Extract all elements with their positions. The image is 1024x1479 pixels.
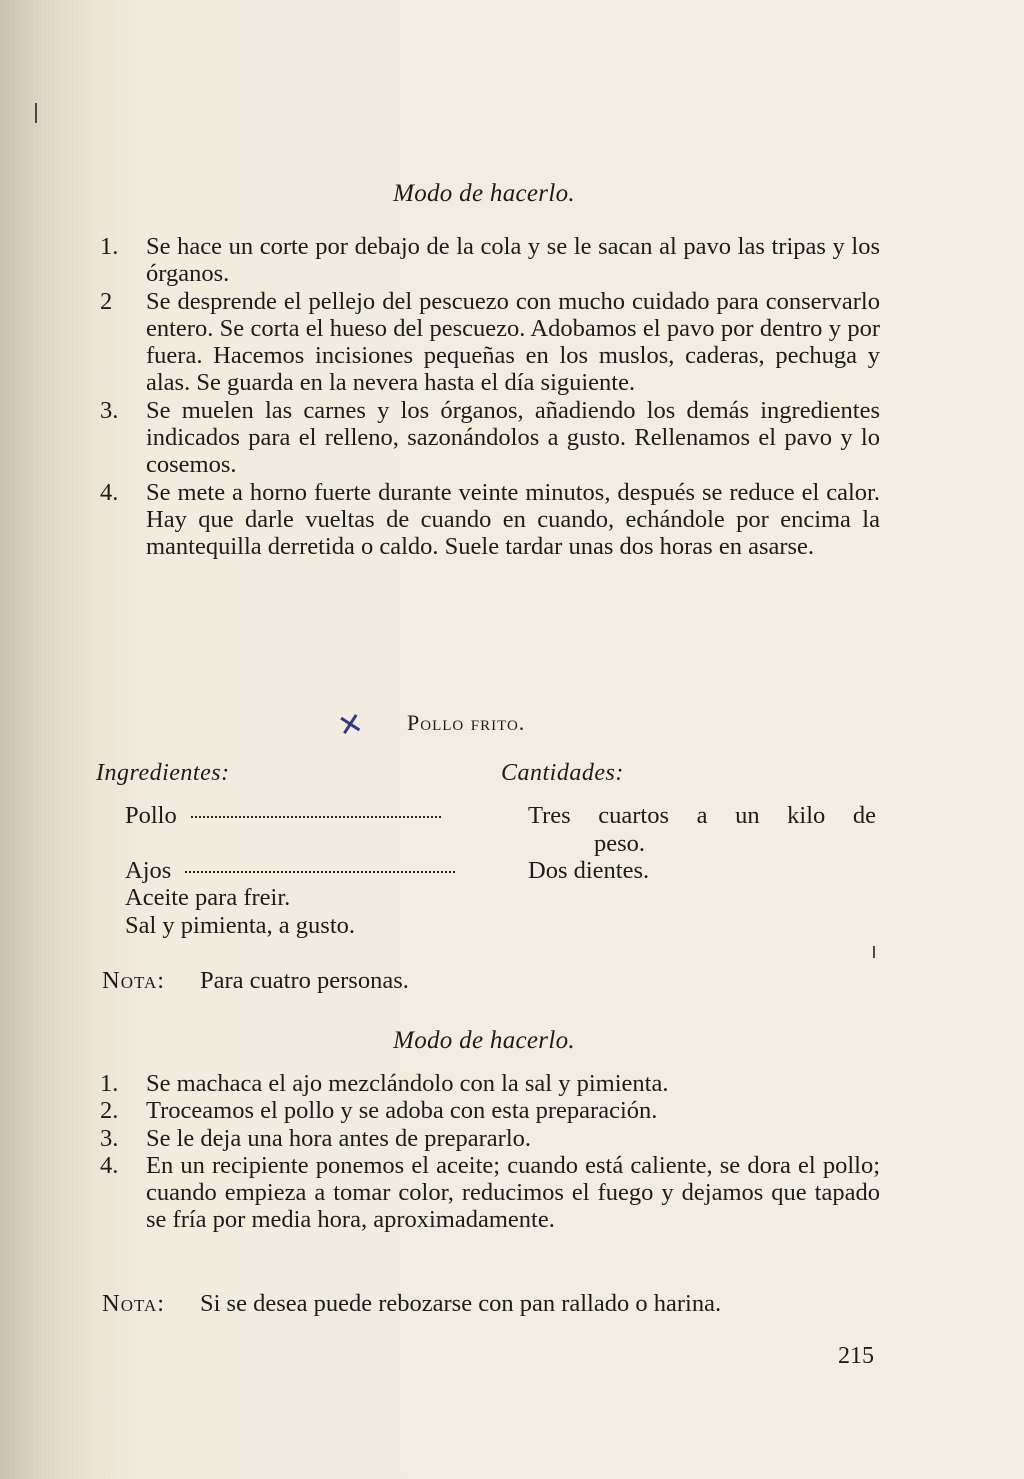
- list-item: [98, 1152, 880, 1234]
- note-text: Si se desea puede rebozarse con pan rallado o harina.: [200, 1290, 722, 1317]
- list-item: [98, 479, 880, 561]
- section-heading: Modo de hacerlo.: [393, 1027, 575, 1054]
- item-number: 4.: [100, 478, 119, 506]
- ingredient-name: Aceite para freir.: [125, 884, 291, 911]
- item-text: Se mete a horno fuerte durante veinte minutos, después se reduce el calor. Hay que darle vueltas de cuando en cuando, echándole por encima la mantequilla derretida o caldo. Suele tardar unas dos horas en asarse.: [146, 478, 880, 561]
- ingredients-header: Ingredientes:: [96, 760, 230, 786]
- print-speck: [873, 946, 875, 958]
- ingredient-quantity: Dos dientes.: [528, 857, 650, 884]
- ingredient-row: [125, 912, 355, 940]
- item-number: 3.: [100, 1124, 119, 1152]
- instruction-list: [98, 233, 880, 561]
- list-item: [98, 1070, 880, 1097]
- quantities-header: Cantidades:: [501, 760, 624, 786]
- item-text: Se desprende el pellejo del pescuezo con mucho cuidado para conservarlo entero. Se corta el hueso del pescuezo. Adobamos el pavo por dentro y por fuera. Hacemos incisiones pequeñas en los muslos, caderas, pechuga y alas. Se guarda en la nevera hasta el día siguiente.: [146, 287, 880, 397]
- item-number: 4.: [100, 1151, 119, 1179]
- item-text: Se le deja una hora antes de prepararlo.: [146, 1124, 532, 1152]
- note: [102, 967, 409, 995]
- item-number: 1.: [100, 1070, 119, 1097]
- item-number: 3.: [100, 396, 119, 424]
- item-number: 2.: [100, 1097, 119, 1125]
- item-number: 1.: [100, 233, 119, 260]
- list-item: [98, 288, 880, 397]
- dot-leader: [191, 816, 441, 818]
- list-item: [98, 397, 880, 479]
- ingredient-row: [125, 802, 441, 830]
- ingredient-name: Pollo: [125, 802, 177, 829]
- item-number: 2: [100, 287, 113, 315]
- note-label: Nota:: [102, 967, 166, 994]
- item-text: Se machaca el ajo mezclándolo con la sal y pimienta.: [146, 1070, 669, 1097]
- dot-leader: [185, 871, 455, 873]
- instruction-list: [98, 1070, 880, 1234]
- ingredient-quantity-continued: peso.: [594, 830, 646, 857]
- item-text: Troceamos el pollo y se adoba con esta preparación.: [146, 1097, 658, 1125]
- recipe-title: Pollo frito.: [407, 710, 526, 735]
- ingredient-row: [125, 884, 290, 912]
- section-heading: Modo de hacerlo.: [393, 180, 575, 207]
- ingredient-quantity: Tres cuartos a un kilo de: [528, 802, 876, 829]
- note: [102, 1290, 721, 1318]
- list-item: [98, 1097, 880, 1124]
- note-label: Nota:: [102, 1290, 166, 1317]
- print-speck: [35, 103, 37, 123]
- item-text: En un recipiente ponemos el aceite; cuando está caliente, se dora el pollo; cuando empieza a tomar color, reducimos el fuego y dejamos que tapado se fría por media hora, aproximadamente.: [146, 1151, 880, 1234]
- ingredient-name: Ajos: [125, 857, 172, 884]
- ingredient-row: [125, 857, 455, 885]
- list-item: [98, 1125, 880, 1152]
- handwritten-x-mark: ✕: [334, 705, 367, 746]
- item-text: Se hace un corte por debajo de la cola y se le sacan al pavo las tripas y los órganos.: [146, 233, 880, 288]
- item-text: Se muelen las carnes y los órganos, añadiendo los demás ingredientes indicados para el relleno, sazonándolos a gusto. Rellenamos el pavo y lo cosemos.: [146, 396, 880, 479]
- note-text: Para cuatro personas.: [200, 967, 409, 994]
- list-item: [98, 233, 880, 288]
- ingredient-name: Sal y pimienta, a gusto.: [125, 912, 355, 939]
- page-number: 215: [838, 1343, 874, 1369]
